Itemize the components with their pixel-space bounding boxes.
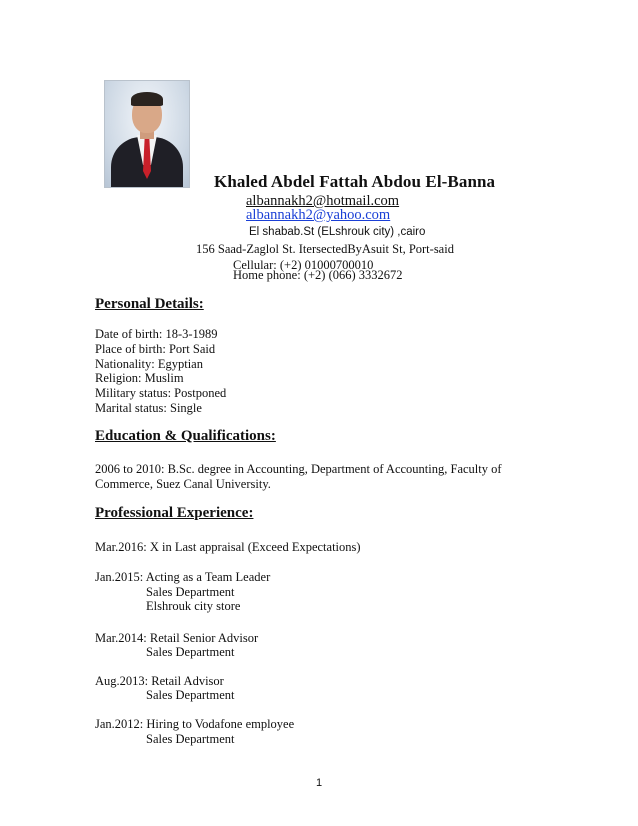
page-number: 1 [316,777,323,789]
postal-address: 156 Saad-Zaglol St. ItersectedByAsuit St, Port-said [196,242,454,256]
experience-entry-2015: Jan.2015: Acting as a Team Leader [95,570,271,584]
experience-2012-department: Sales Department [146,732,235,746]
experience-entry-2012: Jan.2012: Hiring to Vodafone employee [95,717,295,731]
nationality: Nationality: Egyptian [95,357,203,371]
place-of-birth: Place of birth: Port Said [95,342,216,356]
profile-photo [104,80,190,188]
date-of-birth: Date of birth: 18-3-1989 [95,327,218,341]
experience-2013-department: Sales Department [146,688,235,702]
photo-hair [131,92,163,106]
education-line-1: 2006 to 2010: B.Sc. degree in Accounting, Department of Accounting, Faculty of [95,462,502,476]
religion: Religion: Muslim [95,371,184,385]
personal-details-heading: Personal Details: [95,296,204,312]
experience-heading: Professional Experience: [95,505,254,521]
experience-entry-2016: Mar.2016: X in Last appraisal (Exceed Expectations) [95,540,361,554]
experience-entry-2014: Mar.2014: Retail Senior Advisor [95,631,259,645]
military-status: Military status: Postponed [95,386,227,400]
email-hotmail[interactable]: albannakh2@hotmail.com [246,193,400,209]
applicant-name: Khaled Abdel Fattah Abdou El-Banna [214,172,496,191]
marital-status: Marital status: Single [95,401,202,415]
experience-2014-department: Sales Department [146,645,235,659]
email-yahoo-link[interactable]: albannakh2@yahoo.com [246,207,391,223]
education-heading: Education & Qualifications: [95,428,276,444]
home-phone: Home phone: (+2) (066) 3332672 [233,268,403,282]
experience-entry-2013: Aug.2013: Retail Advisor [95,674,224,688]
cellular-phone: Cellular: (+2) 01000700010 [233,258,374,272]
street-address: El shabab.St (ELshrouk city) ,cairo [249,226,426,238]
experience-2015-store: Elshrouk city store [146,599,241,613]
experience-2015-department: Sales Department [146,585,235,599]
education-line-2: Commerce, Suez Canal University. [95,477,271,491]
